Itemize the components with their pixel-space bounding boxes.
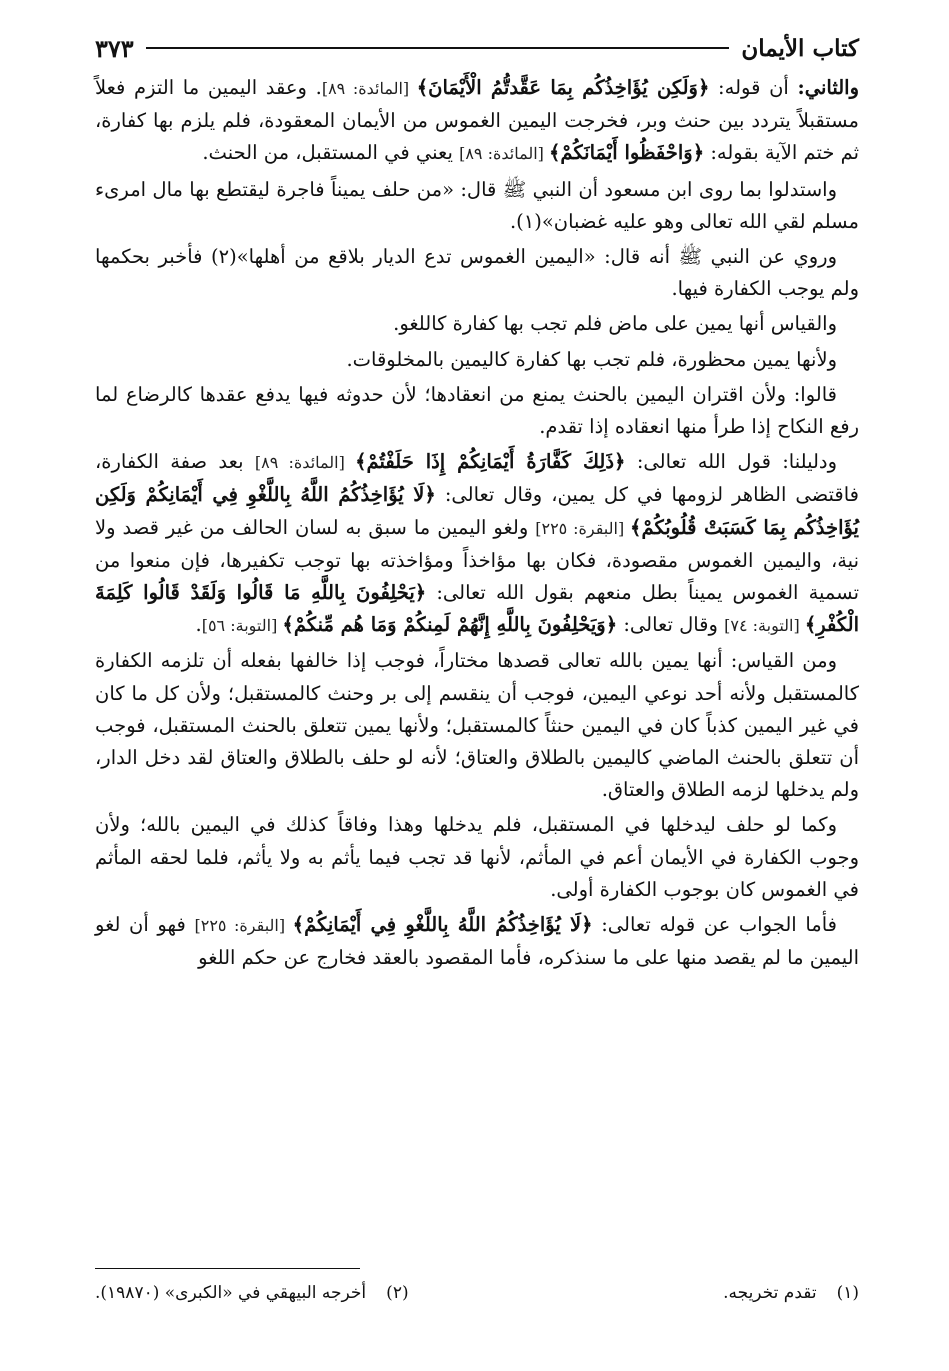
text-run: . bbox=[195, 613, 202, 637]
text-run: فهو أن لغو اليمين ما لم يقصد منها على ما سنذكره، فأما المقصود بالعقد فخارج عن حكم اللغو bbox=[95, 913, 859, 970]
running-title: كتاب الأيمان bbox=[741, 34, 859, 62]
verse-reference: [البقرة: ٢٢٥] bbox=[535, 518, 631, 538]
footnote-text: أخرجه البيهقي في «الكبرى» (١٩٨٧٠). bbox=[95, 1283, 367, 1303]
paragraph: واستدلوا بما روى ابن مسعود أن النبي ﷺ قال: «من حلف يميناً فاجرة ليقتطع بها مال امرىء مسلم لقي الله تعالى وهو عليه غضبان»(١). bbox=[95, 177, 859, 233]
page-header bbox=[95, 28, 859, 68]
quran-quote: ﴿ذَلِكَ كَفَّارَةُ أَيْمَانِكُمْ إِذَا حَلَفْتُمْ﴾ bbox=[355, 450, 626, 474]
paragraph bbox=[95, 446, 859, 642]
quran-quote: ﴿يَحْلِفُونَ بِاللَّهِ مَا قَالُوا وَلَقَدْ قَالُوا كَلِمَةَ الْكُفْرِ﴾ bbox=[95, 581, 859, 637]
verse-reference: [التوبة: ٥٦] bbox=[201, 616, 283, 636]
quran-quote: ﴿وَاحْفَظُوا أَيْمَانَكُمْ﴾ bbox=[549, 141, 705, 165]
paragraph: ومن القياس: أنها يمين بالله تعالى قصدها مختاراً، فوجب إذا خالفها بفعله أن تلزمه الكفارة كالمستقبل ولأنه أحد نوعي اليمين، فوجب أن ينقسم إلى بر وحنث كالمستقبل؛ ولأن كل ما كان في غير اليمين كذباً كان في اليمين حنثاً كالمستقبل؛ ولأنها يمين تتعلق بالحنث المستقبل، فوجب أن تتعلق بالحنث الماضي كاليمين بالطلاق والعتاق؛ لأنه لو حلف بالطلاق والعتاق لقد دخل الدار، ولم يدخلها لزمه الطلاق والعتاق. bbox=[95, 649, 859, 802]
text-run: ولغو اليمين ما سبق به لسان الحالف من غير قصد ولا نية، واليمين الغموس مقصودة، فكان بها مؤاخذاً ومؤاخذته بها توجب تكفيرها، فإن منعوا من تسمية الغموس يميناً بطل منعهم بقول الله تعالى: bbox=[95, 515, 860, 605]
text-run: فأما الجواب عن قوله تعالى: bbox=[592, 913, 838, 937]
text-run: بعد صفة الكفارة، فاقتضى الظاهر لزومها في كل يمين، وقال تعالى: bbox=[95, 450, 859, 507]
header-rule bbox=[146, 47, 730, 49]
text-run: ودليلنا: قول الله تعالى: bbox=[625, 450, 838, 474]
paragraph bbox=[95, 72, 859, 171]
verse-reference: [التوبة: ٧٤] bbox=[724, 616, 805, 636]
paragraph: قالوا: ولأن اقتران اليمين بالحنث يمنع من انعقادها؛ لأن حدوثه فيها يدفع عقدها كالرضاع لما رفع النكاح إذا طرأ منها انعقاده إذا تقدم. bbox=[95, 382, 859, 439]
text-run: يعني في المستقبل، من الحنث. bbox=[202, 141, 460, 165]
quran-quote: ﴿وَيَحْلِفُونَ بِاللَّهِ إِنَّهُمْ لَمِنكُمْ وَمَا هُم مِّنكُمْ﴾ bbox=[282, 613, 618, 637]
footnote-number: (٢) bbox=[386, 1283, 409, 1303]
text-run: وقال تعالى: bbox=[617, 613, 725, 637]
paragraph: ولأنها يمين محظورة، فلم تجب بها كفارة كاليمين بالمخلوقات. bbox=[346, 347, 837, 371]
footnote bbox=[95, 1283, 409, 1303]
paragraph: وروي عن النبي ﷺ أنه قال: «اليمين الغموس تدع الديار بلاقع من أهلها»(٢) فأخبر بحكمها ولم يوجب الكفارة فيها. bbox=[95, 245, 859, 301]
verse-reference: [البقرة: ٢٢٥] bbox=[194, 916, 293, 936]
paragraph: وكما لو حلف ليدخلها في المستقبل، فلم يدخلها وهذا وفاقاً كذلك في اليمين بالله؛ ولأن وجوب الكفارة في الأيمان أعم في المأثم، لأنها قد تجب فيما يأثم به ولا يأثم، فلما لحقه المأثم في الغموس كان بوجوب الكفارة أولى. bbox=[95, 813, 859, 901]
verse-reference: [المائدة: ٨٩] bbox=[459, 144, 549, 164]
text-run: . وعقد اليمين ما التزم فعلاً مستقبلاً يتردد بين حنث وبر، فخرجت اليمين الغموس من الأيمان المعقودة، فلم يلزم بها كفارة، ثم ختم الآية بقوله: bbox=[95, 76, 859, 165]
footnote bbox=[723, 1283, 859, 1303]
page-number: ٣٧٣ bbox=[95, 33, 134, 63]
footnote-rule bbox=[95, 1268, 360, 1269]
verse-reference: [المائدة: ٨٩] bbox=[254, 453, 356, 473]
footnote-text: تقدم تخريجه. bbox=[723, 1283, 817, 1303]
text-run: أن قوله: bbox=[709, 76, 798, 99]
footnotes bbox=[95, 1283, 859, 1303]
footnote-number: (١) bbox=[836, 1283, 859, 1303]
quran-quote: ﴿لَا يُؤَاخِذُكُمُ اللَّهُ بِاللَّغْوِ فِي أَيْمَانِكُمْ وَلَكِن يُؤَاخِذُكُم بِمَا كَسَبَتْ قُلُوبُكُمْ﴾ bbox=[95, 483, 859, 539]
paragraph bbox=[95, 909, 859, 974]
quran-quote: ﴿لَا يُؤَاخِذُكُمُ اللَّهُ بِاللَّغْوِ فِي أَيْمَانِكُمْ﴾ bbox=[292, 913, 593, 937]
paragraph: والقياس أنها يمين على ماض فلم تجب بها كفارة كاللغو. bbox=[393, 312, 837, 336]
quran-quote: ﴿وَلَكِن يُؤَاخِذُكُم بِمَا عَقَّدتُّمُ الْأَيْمَانَ﴾ bbox=[416, 76, 710, 99]
section-lead: والثاني: bbox=[797, 76, 859, 99]
body-text bbox=[95, 72, 859, 974]
verse-reference: [المائدة: ٨٩] bbox=[321, 79, 417, 98]
